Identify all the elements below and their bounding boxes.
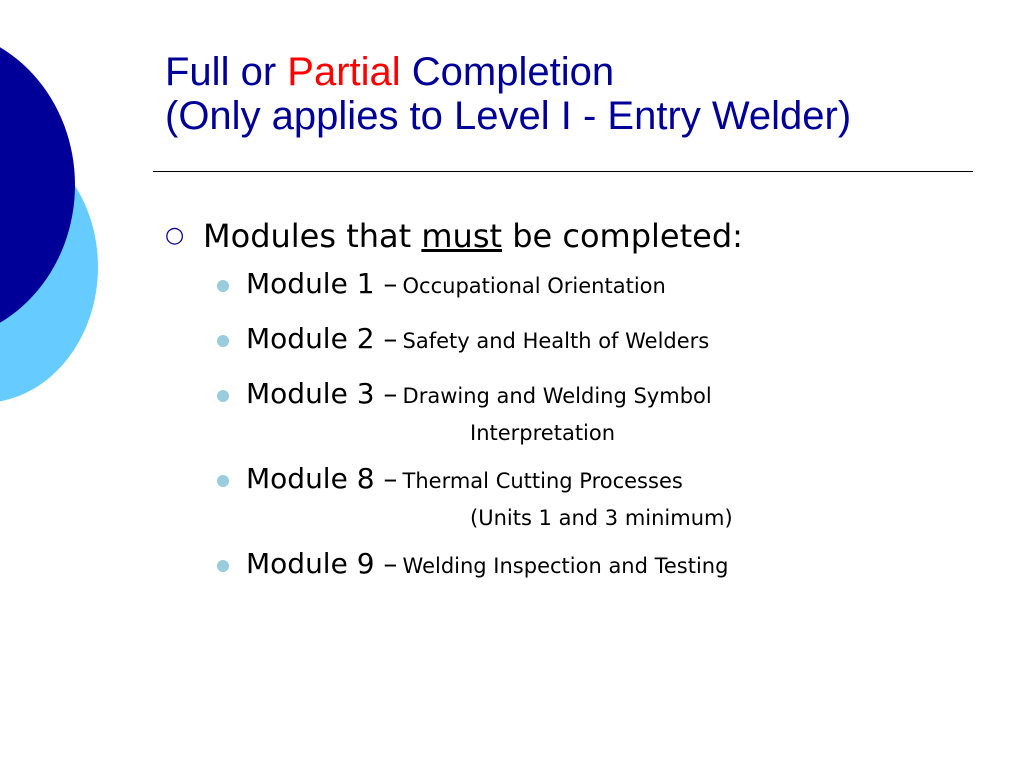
title-part-partial: Partial <box>287 50 401 94</box>
title-subtitle: (Only applies to Level I - Entry Welder) <box>165 94 852 138</box>
lead-bullet <box>165 214 1005 258</box>
hollow-circle-icon: ○ <box>165 223 185 248</box>
module-list <box>165 264 1005 588</box>
lead-text-emphasis: must <box>421 217 503 255</box>
list-item <box>165 544 1005 588</box>
module-description: Thermal Cutting Processes <box>402 469 683 493</box>
module-number: Module 9 – <box>246 547 398 580</box>
module-description: Occupational Orientation <box>402 274 666 298</box>
lead-text <box>203 214 743 258</box>
filled-dot-icon <box>217 475 229 487</box>
lead-text-after: be completed: <box>512 217 743 255</box>
module-description-continuation: (Units 1 and 3 minimum) <box>470 506 733 530</box>
title-part-completion: Completion <box>411 50 615 94</box>
module-description: Safety and Health of Welders <box>402 329 710 353</box>
filled-dot-icon <box>217 390 229 402</box>
module-description: Welding Inspection and Testing <box>402 554 729 578</box>
title-part-full-or: Full or <box>165 50 277 94</box>
list-item <box>165 459 1005 533</box>
list-item <box>165 374 1005 448</box>
module-number: Module 1 – <box>246 267 398 300</box>
filled-dot-icon <box>217 560 229 572</box>
lead-text-before: Modules that <box>203 217 412 255</box>
slide-body <box>165 214 1005 599</box>
module-number: Module 3 – <box>246 377 398 410</box>
filled-dot-icon <box>217 280 229 292</box>
title-line <box>165 50 995 94</box>
list-item <box>165 264 1005 308</box>
slide-title <box>165 50 995 138</box>
list-item <box>165 319 1005 363</box>
module-number: Module 8 – <box>246 462 398 495</box>
title-divider <box>153 171 973 172</box>
module-number: Module 2 – <box>246 322 398 355</box>
filled-dot-icon <box>217 335 229 347</box>
module-description: Drawing and Welding Symbol <box>402 384 712 408</box>
module-description-continuation: Interpretation <box>470 421 616 445</box>
